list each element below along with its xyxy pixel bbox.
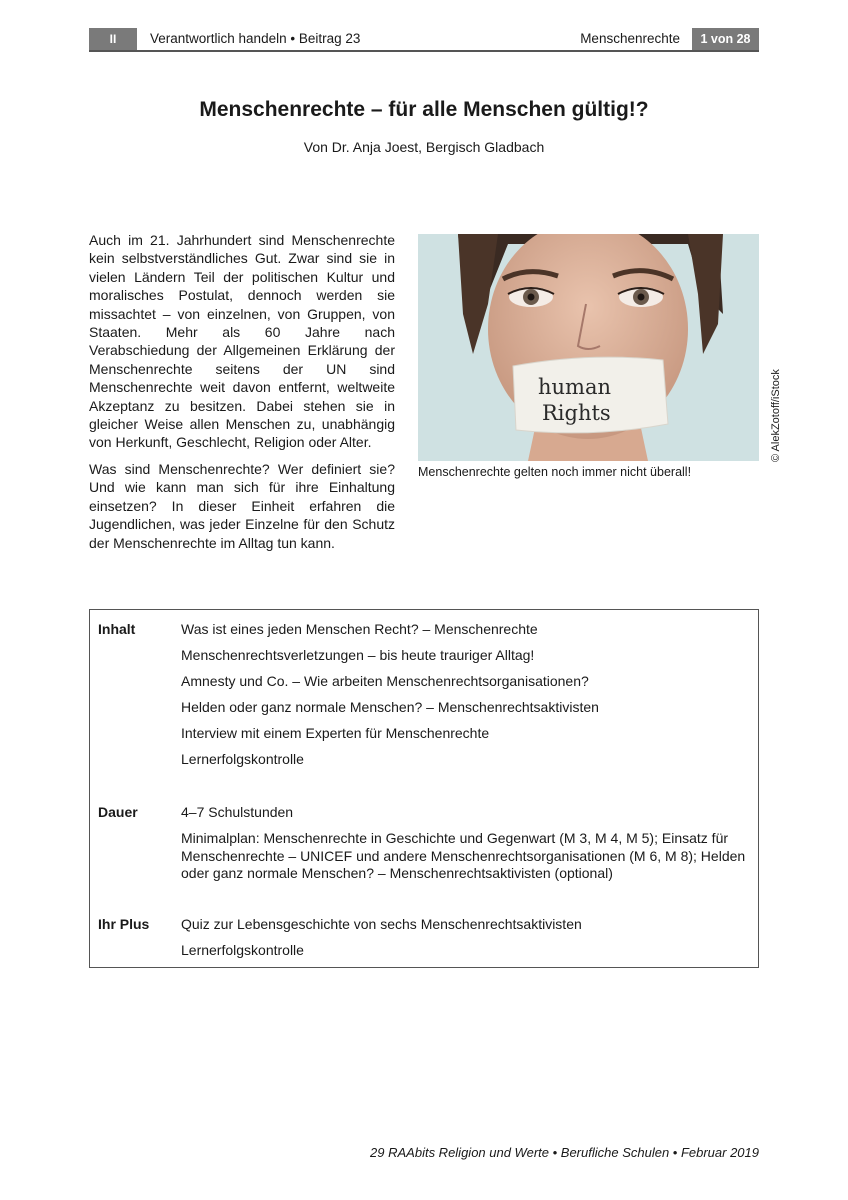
series-bar bbox=[137, 28, 692, 52]
woman-taped-mouth-illustration bbox=[418, 234, 759, 461]
page-footer: 29 RAAbits Religion und Werte • Berufliche Schulen • Februar 2019 bbox=[370, 1145, 759, 1160]
ihr-plus-item: Lernerfolgskontrolle bbox=[181, 942, 304, 958]
inhalt-item: Menschenrechtsverletzungen – bis heute trauriger Alltag! bbox=[181, 647, 535, 663]
ihr-plus-label: Ihr Plus bbox=[98, 916, 150, 932]
intro-text bbox=[89, 231, 395, 560]
page-number-badge: 1 von 28 bbox=[692, 28, 759, 52]
overview-box bbox=[89, 609, 759, 968]
ihr-plus-item: Quiz zur Lebensgeschichte von sechs Menschenrechtsaktivisten bbox=[181, 916, 582, 932]
inhalt-item: Helden oder ganz normale Menschen? – Menschenrechtsaktivisten bbox=[181, 699, 599, 715]
inhalt-item: Lernerfolgskontrolle bbox=[181, 751, 304, 767]
photo-credit: © AlekZotoff/iStock bbox=[770, 369, 782, 462]
series-label: Verantwortlich handeln • Beitrag 23 bbox=[150, 31, 361, 46]
dauer-item: 4–7 Schulstunden bbox=[181, 804, 294, 820]
intro-paragraph-2: Was sind Menschenrechte? Wer definiert sie? Und wie kann man sich für ihre Einhaltung einsetzen? In dieser Einheit erfahren die Jugendlichen, was jeder Einzelne für den Schutz der Menschenrechte im Alltag tun kann. bbox=[89, 460, 395, 551]
dauer-label: Dauer bbox=[98, 804, 138, 820]
page-title: Menschenrechte – für alle Menschen gültig!? bbox=[199, 98, 649, 121]
author-line: Von Dr. Anja Joest, Bergisch Gladbach bbox=[303, 139, 545, 155]
tape-word-human: human bbox=[538, 375, 612, 399]
intro-paragraph-1: Auch im 21. Jahrhundert sind Menschenrechte kein selbstverständliches Gut. Zwar sind sie in vielen Ländern Teil der politischen Kultur und moralisches Postulat, dennoch werden sie missachtet – von einzelnen, von Gruppen, von Staaten. Mehr als 60 Jahre nach Verabschiedung der Allgemeinen Erklärung der Menschenrechte seitens der UN sind Menschenrechte weit davon entfernt, weltweite Akzeptanz zu besitzen. Dabei stehen sie in gleicher Weise allen Menschen zu, unabhängig von Herkunft, Geschlecht, Religion oder Alter. bbox=[89, 232, 395, 451]
section-badge: II bbox=[89, 28, 137, 52]
running-header bbox=[89, 28, 759, 52]
topic-label: Menschenrechte bbox=[580, 31, 680, 46]
inhalt-label: Inhalt bbox=[98, 621, 136, 637]
inhalt-item: Was ist eines jeden Menschen Recht? – Menschenrechte bbox=[181, 621, 538, 637]
inhalt-item: Amnesty und Co. – Wie arbeiten Menschenrechtsorganisationen? bbox=[181, 673, 589, 689]
tape-word-rights: Rights bbox=[542, 401, 611, 425]
dauer-item: Minimalplan: Menschenrechte in Geschichte und Gegenwart (M 3, M 4, M 5); Einsatz für Menschenrechte – UNICEF und andere Menschenrechtsorganisationen (M 6, M 8); Helden oder ganz normale Menschen? – Menschenrechtsaktivisten (optional) bbox=[181, 830, 746, 881]
cover-photo bbox=[418, 234, 759, 461]
photo-caption: Menschenrechte gelten noch immer nicht überall! bbox=[418, 465, 692, 479]
inhalt-item: Interview mit einem Experten für Menschenrechte bbox=[181, 725, 490, 741]
